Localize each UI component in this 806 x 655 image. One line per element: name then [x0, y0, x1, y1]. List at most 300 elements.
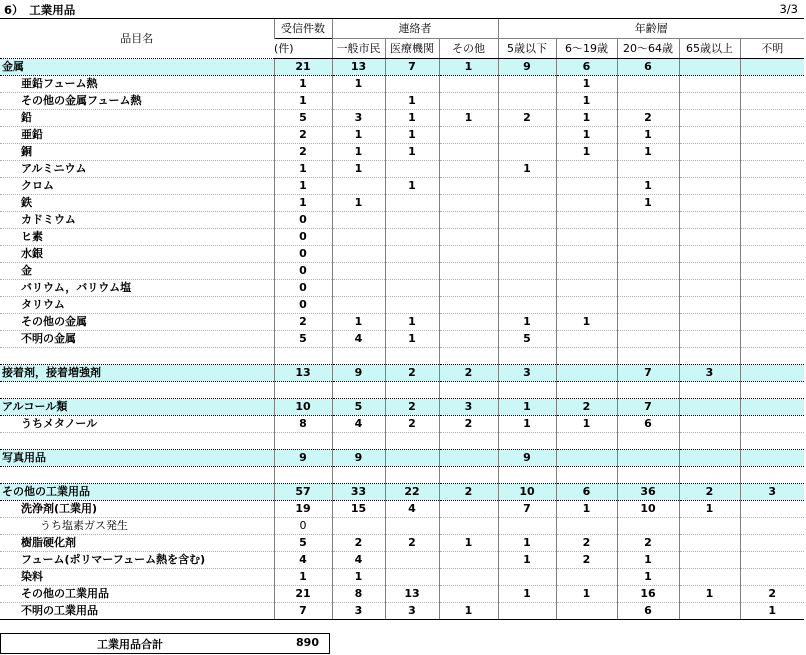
value-cell	[679, 348, 740, 365]
value-cell	[617, 280, 679, 297]
value-cell	[498, 212, 556, 229]
value-cell	[679, 178, 740, 195]
value-cell	[385, 433, 439, 450]
value-cell	[556, 331, 617, 348]
value-cell: 1	[617, 195, 679, 212]
value-cell	[274, 382, 332, 399]
table-row	[0, 110, 804, 127]
value-cell: 6	[556, 59, 617, 76]
value-cell	[740, 552, 804, 569]
value-cell	[385, 297, 439, 314]
value-cell: 1	[498, 535, 556, 552]
item-name-cell: 樹脂硬化剤	[0, 535, 274, 552]
value-cell: 4	[332, 331, 385, 348]
value-cell: 1	[617, 144, 679, 161]
value-cell	[385, 195, 439, 212]
header-received-unit: (件)	[274, 39, 332, 59]
spacer-row	[0, 382, 804, 399]
value-cell: 9	[498, 450, 556, 467]
value-cell	[439, 144, 498, 161]
value-cell	[498, 246, 556, 263]
value-cell	[740, 93, 804, 110]
value-cell	[385, 467, 439, 484]
value-cell	[385, 450, 439, 467]
value-cell	[385, 348, 439, 365]
value-cell	[740, 195, 804, 212]
value-cell	[498, 178, 556, 195]
value-cell	[617, 314, 679, 331]
value-cell	[556, 178, 617, 195]
value-cell: 1	[439, 535, 498, 552]
value-cell	[439, 331, 498, 348]
value-cell	[556, 382, 617, 399]
value-cell: 1	[385, 127, 439, 144]
value-cell	[556, 212, 617, 229]
value-cell	[556, 433, 617, 450]
value-cell	[617, 93, 679, 110]
value-cell: 1	[385, 331, 439, 348]
value-cell: 1	[617, 178, 679, 195]
value-cell	[679, 195, 740, 212]
value-cell	[498, 127, 556, 144]
value-cell: 1	[498, 416, 556, 433]
value-cell	[498, 195, 556, 212]
value-cell	[385, 552, 439, 569]
value-cell	[679, 518, 740, 535]
value-cell: 2	[740, 586, 804, 603]
value-cell	[274, 467, 332, 484]
value-cell	[332, 229, 385, 246]
value-cell	[385, 280, 439, 297]
value-cell	[679, 331, 740, 348]
value-cell	[498, 603, 556, 620]
value-cell	[740, 569, 804, 586]
item-name-cell: 不明の工業用品	[0, 603, 274, 620]
table-row	[0, 229, 804, 246]
value-cell	[679, 535, 740, 552]
value-cell	[332, 297, 385, 314]
value-cell: 1	[679, 501, 740, 518]
value-cell	[679, 603, 740, 620]
value-cell	[439, 501, 498, 518]
value-cell	[740, 382, 804, 399]
item-name-cell: タリウム	[0, 297, 274, 314]
value-cell	[679, 416, 740, 433]
header-contact-public: 一般市民	[332, 39, 385, 59]
value-cell: 1	[385, 110, 439, 127]
value-cell	[740, 331, 804, 348]
value-cell: 1	[556, 110, 617, 127]
value-cell	[498, 263, 556, 280]
value-cell: 7	[498, 501, 556, 518]
value-cell	[332, 280, 385, 297]
item-name-cell: 洗浄剤(工業用)	[0, 501, 274, 518]
value-cell	[740, 246, 804, 263]
value-cell: 2	[556, 535, 617, 552]
item-name-cell: アルミニウム	[0, 161, 274, 178]
table-row	[0, 212, 804, 229]
item-name-cell: バリウム，バリウム塩	[0, 280, 274, 297]
value-cell: 7	[385, 59, 439, 76]
value-cell	[679, 161, 740, 178]
header-contact-other: その他	[439, 39, 498, 59]
header-age-group: 年齢層	[498, 19, 804, 39]
value-cell	[332, 212, 385, 229]
item-name-cell: うち塩素ガス発生	[0, 518, 274, 535]
value-cell	[439, 518, 498, 535]
spacer-row	[0, 348, 804, 365]
value-cell: 1	[274, 178, 332, 195]
item-name-cell	[0, 382, 274, 399]
item-name-cell: その他の金属フューム熱	[0, 93, 274, 110]
item-name-cell	[0, 433, 274, 450]
table-row	[0, 127, 804, 144]
value-cell	[439, 93, 498, 110]
value-cell: 1	[332, 144, 385, 161]
value-cell: 2	[385, 416, 439, 433]
value-cell: 2	[274, 127, 332, 144]
value-cell	[439, 467, 498, 484]
value-cell	[332, 467, 385, 484]
value-cell	[740, 59, 804, 76]
item-name-cell: ヒ素	[0, 229, 274, 246]
value-cell: 7	[617, 365, 679, 382]
value-cell: 1	[679, 586, 740, 603]
item-name-cell: 金	[0, 263, 274, 280]
value-cell	[332, 348, 385, 365]
value-cell	[740, 144, 804, 161]
category-row	[0, 484, 804, 501]
value-cell	[439, 212, 498, 229]
value-cell	[498, 93, 556, 110]
value-cell: 19	[274, 501, 332, 518]
value-cell: 1	[439, 110, 498, 127]
value-cell	[498, 297, 556, 314]
value-cell	[679, 144, 740, 161]
value-cell	[740, 314, 804, 331]
value-cell: 4	[332, 552, 385, 569]
value-cell: 10	[498, 484, 556, 501]
header-received-count: 受信件数	[274, 19, 332, 39]
value-cell: 1	[498, 161, 556, 178]
value-cell	[740, 76, 804, 93]
value-cell	[679, 467, 740, 484]
header-item-name: 品目名	[0, 19, 274, 59]
value-cell	[617, 331, 679, 348]
item-name-cell: その他の工業用品	[0, 586, 274, 603]
value-cell: 10	[617, 501, 679, 518]
value-cell: 9	[498, 59, 556, 76]
value-cell: 36	[617, 484, 679, 501]
value-cell	[679, 382, 740, 399]
value-cell	[332, 263, 385, 280]
value-cell: 5	[498, 331, 556, 348]
value-cell: 6	[617, 59, 679, 76]
header-age-6-19: 6～19歳	[556, 39, 617, 59]
value-cell	[556, 467, 617, 484]
value-cell	[439, 348, 498, 365]
value-cell: 4	[385, 501, 439, 518]
value-cell	[385, 212, 439, 229]
value-cell	[332, 518, 385, 535]
value-cell: 2	[332, 535, 385, 552]
table-row	[0, 93, 804, 110]
item-name-cell	[0, 348, 274, 365]
value-cell: 3	[439, 399, 498, 416]
value-cell	[439, 297, 498, 314]
table-row	[0, 246, 804, 263]
total-box	[0, 633, 330, 654]
header-contact-group: 連絡者	[332, 19, 498, 39]
value-cell: 2	[385, 535, 439, 552]
value-cell	[679, 212, 740, 229]
value-cell	[385, 161, 439, 178]
value-cell	[439, 569, 498, 586]
header-contact-medical: 医療機関	[385, 39, 439, 59]
value-cell	[439, 127, 498, 144]
value-cell: 3	[332, 603, 385, 620]
value-cell	[617, 450, 679, 467]
value-cell	[740, 501, 804, 518]
section-title: 6） 工業用品	[4, 3, 76, 17]
item-name-cell: その他の金属	[0, 314, 274, 331]
value-cell: 1	[498, 314, 556, 331]
value-cell	[439, 382, 498, 399]
value-cell	[439, 76, 498, 93]
value-cell	[439, 178, 498, 195]
value-cell: 1	[556, 76, 617, 93]
value-cell	[439, 195, 498, 212]
table-row	[0, 161, 804, 178]
value-cell: 1	[617, 552, 679, 569]
value-cell	[498, 382, 556, 399]
value-cell: 2	[556, 399, 617, 416]
value-cell	[740, 297, 804, 314]
value-cell: 1	[498, 399, 556, 416]
item-name-cell: 鉄	[0, 195, 274, 212]
value-cell: 10	[274, 399, 332, 416]
table-row	[0, 603, 804, 620]
value-cell	[439, 280, 498, 297]
header-age-unknown: 不明	[740, 39, 804, 59]
item-name-cell	[0, 467, 274, 484]
value-cell	[274, 348, 332, 365]
value-cell	[498, 229, 556, 246]
value-cell: 2	[617, 535, 679, 552]
value-cell	[617, 246, 679, 263]
value-cell: 2	[439, 365, 498, 382]
value-cell: 15	[332, 501, 385, 518]
value-cell	[439, 246, 498, 263]
value-cell: 1	[617, 127, 679, 144]
item-name-cell: 写真用品	[0, 450, 274, 467]
spacer-row	[0, 433, 804, 450]
value-cell: 6	[617, 603, 679, 620]
value-cell: 13	[332, 59, 385, 76]
value-cell	[679, 399, 740, 416]
value-cell: 5	[274, 331, 332, 348]
value-cell: 1	[274, 93, 332, 110]
item-name-cell: 亜鉛	[0, 127, 274, 144]
value-cell	[679, 76, 740, 93]
value-cell: 1	[385, 314, 439, 331]
value-cell	[740, 433, 804, 450]
value-cell	[740, 212, 804, 229]
value-cell	[617, 76, 679, 93]
value-cell	[740, 229, 804, 246]
value-cell	[498, 433, 556, 450]
value-cell: 0	[274, 518, 332, 535]
value-cell	[385, 569, 439, 586]
value-cell	[498, 280, 556, 297]
value-cell: 2	[274, 314, 332, 331]
value-cell	[439, 433, 498, 450]
value-cell	[556, 195, 617, 212]
header-age-20-64: 20～64歳	[617, 39, 679, 59]
table-row	[0, 178, 804, 195]
item-name-cell: 接着剤，接着増強剤	[0, 365, 274, 382]
value-cell	[617, 518, 679, 535]
value-cell: 5	[274, 535, 332, 552]
value-cell	[617, 297, 679, 314]
value-cell: 1	[332, 161, 385, 178]
value-cell: 0	[274, 297, 332, 314]
value-cell	[679, 569, 740, 586]
value-cell	[740, 416, 804, 433]
value-cell: 1	[332, 127, 385, 144]
value-cell	[740, 263, 804, 280]
value-cell: 3	[332, 110, 385, 127]
value-cell: 13	[385, 586, 439, 603]
value-cell	[740, 348, 804, 365]
value-cell: 1	[274, 569, 332, 586]
value-cell: 9	[332, 450, 385, 467]
value-cell	[439, 263, 498, 280]
value-cell	[498, 518, 556, 535]
item-name-cell: フューム(ポリマーフューム熱を含む)	[0, 552, 274, 569]
value-cell	[556, 297, 617, 314]
value-cell	[556, 569, 617, 586]
value-cell: 3	[385, 603, 439, 620]
value-cell: 3	[740, 484, 804, 501]
value-cell	[679, 229, 740, 246]
value-cell: 2	[439, 484, 498, 501]
value-cell: 7	[274, 603, 332, 620]
value-cell	[679, 110, 740, 127]
value-cell	[617, 382, 679, 399]
value-cell	[556, 229, 617, 246]
value-cell	[679, 246, 740, 263]
value-cell: 1	[556, 586, 617, 603]
category-row	[0, 59, 804, 76]
item-name-cell: カドミウム	[0, 212, 274, 229]
value-cell	[556, 263, 617, 280]
header-age-65plus: 65歳以上	[679, 39, 740, 59]
value-cell	[439, 314, 498, 331]
item-name-cell: クロム	[0, 178, 274, 195]
value-cell: 1	[274, 195, 332, 212]
value-cell: 1	[556, 127, 617, 144]
value-cell: 1	[740, 603, 804, 620]
value-cell: 1	[498, 586, 556, 603]
table-row	[0, 552, 804, 569]
statistics-table	[0, 18, 804, 620]
table-row	[0, 314, 804, 331]
value-cell: 1	[439, 59, 498, 76]
item-name-cell: 銅	[0, 144, 274, 161]
value-cell	[679, 450, 740, 467]
value-cell: 5	[332, 399, 385, 416]
category-row	[0, 450, 804, 467]
value-cell	[274, 433, 332, 450]
value-cell: 13	[274, 365, 332, 382]
value-cell: 21	[274, 59, 332, 76]
category-row	[0, 399, 804, 416]
value-cell: 2	[617, 110, 679, 127]
value-cell	[439, 552, 498, 569]
value-cell	[556, 280, 617, 297]
value-cell	[332, 382, 385, 399]
table-row	[0, 586, 804, 603]
value-cell	[385, 382, 439, 399]
value-cell: 1	[274, 76, 332, 93]
value-cell: 4	[274, 552, 332, 569]
total-label: 工業用品合計	[97, 638, 163, 651]
value-cell	[617, 348, 679, 365]
value-cell	[385, 246, 439, 263]
value-cell	[556, 161, 617, 178]
value-cell	[556, 246, 617, 263]
value-cell: 0	[274, 246, 332, 263]
value-cell	[556, 365, 617, 382]
value-cell	[617, 467, 679, 484]
value-cell	[498, 467, 556, 484]
value-cell: 0	[274, 212, 332, 229]
table-row	[0, 416, 804, 433]
value-cell: 21	[274, 586, 332, 603]
item-name-cell: 水銀	[0, 246, 274, 263]
value-cell	[617, 229, 679, 246]
value-cell	[385, 229, 439, 246]
value-cell	[679, 314, 740, 331]
item-name-cell: その他の工業用品	[0, 484, 274, 501]
value-cell	[617, 212, 679, 229]
value-cell: 8	[332, 586, 385, 603]
value-cell: 5	[274, 110, 332, 127]
value-cell	[556, 348, 617, 365]
value-cell: 1	[332, 195, 385, 212]
table-row	[0, 518, 804, 535]
value-cell	[740, 518, 804, 535]
value-cell	[385, 518, 439, 535]
table-row	[0, 144, 804, 161]
table-row	[0, 569, 804, 586]
value-cell: 1	[332, 569, 385, 586]
value-cell	[679, 127, 740, 144]
value-cell	[740, 161, 804, 178]
category-row	[0, 365, 804, 382]
table-row	[0, 76, 804, 93]
value-cell: 3	[498, 365, 556, 382]
value-cell	[332, 93, 385, 110]
value-cell: 57	[274, 484, 332, 501]
value-cell: 2	[274, 144, 332, 161]
item-name-cell: アルコール類	[0, 399, 274, 416]
value-cell	[679, 59, 740, 76]
value-cell	[679, 552, 740, 569]
value-cell: 1	[617, 569, 679, 586]
table-row	[0, 331, 804, 348]
